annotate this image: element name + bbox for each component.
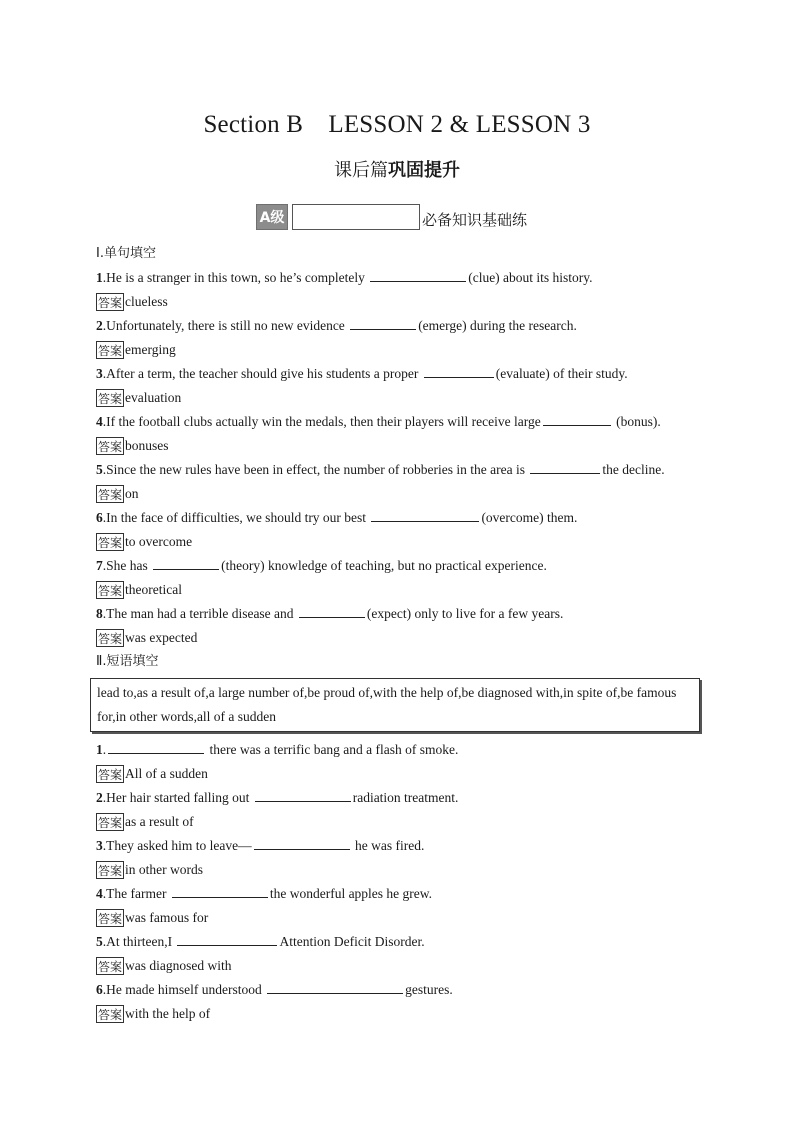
- answer-tag: 答案: [96, 533, 124, 551]
- question-item: [96, 978, 716, 1002]
- answer-row: [96, 578, 716, 602]
- answer-tag: 答案: [96, 957, 124, 975]
- answer-blank[interactable]: [254, 836, 350, 850]
- answer-blank[interactable]: [543, 412, 611, 426]
- answer-row: [96, 954, 716, 978]
- question-item: [96, 834, 716, 858]
- answer-row: [96, 338, 716, 362]
- question-item: [96, 506, 716, 530]
- answer-blank[interactable]: [424, 364, 494, 378]
- answer-text: clueless: [125, 294, 168, 309]
- question-text-after: there was a terrific bang and a flash of smoke.: [206, 742, 459, 757]
- question-item: [96, 458, 716, 482]
- answer-blank[interactable]: [177, 932, 277, 946]
- answer-text: theoretical: [125, 582, 182, 597]
- question-number: 4: [96, 886, 103, 901]
- question-text-before: .He made himself understood: [102, 982, 266, 997]
- part1-heading: Ⅰ.单句填空: [96, 246, 156, 261]
- subtitle-normal: 课后篇: [334, 160, 388, 181]
- question-text-after: (clue) about its history.: [468, 270, 593, 285]
- answer-blank[interactable]: [172, 884, 268, 898]
- question-item: [96, 410, 716, 434]
- question-number: 1: [96, 270, 103, 285]
- answer-text: was famous for: [125, 910, 209, 925]
- question-number: 8: [96, 606, 103, 621]
- question-number: 2: [96, 318, 103, 333]
- answer-text: was expected: [125, 630, 198, 645]
- answer-tag: 答案: [96, 813, 124, 831]
- question-text-after: (theory) knowledge of teaching, but no practical experience.: [221, 558, 547, 573]
- answer-blank[interactable]: [299, 604, 365, 618]
- part2-heading: Ⅱ.短语填空: [96, 654, 159, 669]
- answer-blank[interactable]: [153, 556, 219, 570]
- answer-text: on: [125, 486, 139, 501]
- answer-blank[interactable]: [371, 508, 479, 522]
- question-item: [96, 266, 716, 290]
- answer-blank[interactable]: [350, 316, 416, 330]
- question-text-before: .After a term, the teacher should give his students a proper: [102, 366, 422, 381]
- question-number: 5: [96, 934, 103, 949]
- answer-text: All of a sudden: [125, 766, 208, 781]
- question-text-before: .They asked him to leave—: [102, 838, 252, 853]
- answer-tag: 答案: [96, 909, 124, 927]
- answer-text: with the help of: [125, 1006, 211, 1021]
- answer-row: [96, 386, 716, 410]
- answer-text: as a result of: [125, 814, 194, 829]
- question-item: [96, 738, 716, 762]
- question-number: 5: [96, 462, 103, 477]
- subtitle-bold: 巩固提升: [388, 160, 460, 181]
- answer-blank[interactable]: [370, 268, 466, 282]
- part2-list: [96, 738, 716, 1026]
- question-text-before: .Unfortunately, there is still no new evidence: [102, 318, 349, 333]
- answer-row: [96, 906, 716, 930]
- answer-tag: 答案: [96, 1005, 124, 1023]
- level-badge: A级: [256, 204, 288, 230]
- answer-tag: 答案: [96, 629, 124, 647]
- question-text-before: .Since the new rules have been in effect, the number of robberies in the area is: [102, 462, 529, 477]
- answer-tag: 答案: [96, 485, 124, 503]
- answer-row: [96, 1002, 716, 1026]
- question-number: 2: [96, 790, 103, 805]
- answer-text: was diagnosed with: [125, 958, 232, 973]
- answer-tag: 答案: [96, 293, 124, 311]
- question-text-before: .If the football clubs actually win the medals, then their players will receive large: [102, 414, 541, 429]
- question-number: 1: [96, 742, 103, 757]
- answer-row: [96, 810, 716, 834]
- answer-text: emerging: [125, 342, 176, 357]
- level-label: 必备知识基础练: [422, 211, 528, 229]
- level-empty-box: [292, 204, 420, 230]
- level-header: [256, 200, 527, 230]
- question-item: [96, 930, 716, 954]
- question-item: [96, 554, 716, 578]
- answer-row: [96, 626, 716, 650]
- question-number: 6: [96, 982, 103, 997]
- answer-blank[interactable]: [255, 788, 351, 802]
- answer-tag: 答案: [96, 581, 124, 599]
- question-text-after: he was fired.: [351, 838, 425, 853]
- question-item: [96, 602, 716, 626]
- answer-row: [96, 482, 716, 506]
- question-text-before: .: [102, 742, 107, 757]
- question-text-after: (bonus).: [612, 414, 661, 429]
- answer-blank[interactable]: [108, 740, 204, 754]
- answer-row: [96, 858, 716, 882]
- answer-tag: 答案: [96, 389, 124, 407]
- answer-blank[interactable]: [267, 980, 403, 994]
- question-text-after: radiation treatment.: [352, 790, 459, 805]
- answer-text: evaluation: [125, 390, 182, 405]
- page-title: Section B LESSON 2 & LESSON 3: [203, 111, 591, 138]
- question-item: [96, 362, 716, 386]
- answer-row: [96, 290, 716, 314]
- question-text-before: .In the face of difficulties, we should try our best: [102, 510, 370, 525]
- question-text-after: Attention Deficit Disorder.: [279, 934, 425, 949]
- question-number: 6: [96, 510, 103, 525]
- question-text-before: .The man had a terrible disease and: [102, 606, 297, 621]
- exercise-content: [96, 242, 716, 1026]
- part1-list: [96, 266, 716, 650]
- page-subtitle: [0, 156, 794, 182]
- answer-tag: 答案: [96, 765, 124, 783]
- answer-text: in other words: [125, 862, 204, 877]
- answer-row: [96, 434, 716, 458]
- answer-text: to overcome: [125, 534, 193, 549]
- question-text-after: gestures.: [405, 982, 453, 997]
- question-text-after: the decline.: [602, 462, 665, 477]
- answer-tag: 答案: [96, 437, 124, 455]
- answer-tag: 答案: [96, 341, 124, 359]
- question-number: 4: [96, 414, 103, 429]
- question-text-after: (evaluate) of their study.: [495, 366, 628, 381]
- answer-text: bonuses: [125, 438, 169, 453]
- question-number: 7: [96, 558, 103, 573]
- phrase-bank-box: lead to,as a result of,a large number of,be proud of,with the help of,be diagnosed with,in spite of,be famous for,in other words,all of a sudden: [90, 678, 700, 732]
- question-text-before: .Her hair started falling out: [102, 790, 253, 805]
- answer-row: [96, 530, 716, 554]
- question-text-before: .She has: [102, 558, 152, 573]
- answer-blank[interactable]: [530, 460, 600, 474]
- question-text-after: (expect) only to live for a few years.: [366, 606, 564, 621]
- question-number: 3: [96, 838, 103, 853]
- question-text-after: (emerge) during the research.: [418, 318, 577, 333]
- question-text-before: .He is a stranger in this town, so he’s completely: [102, 270, 369, 285]
- question-item: [96, 882, 716, 906]
- question-text-after: the wonderful apples he grew.: [269, 886, 433, 901]
- question-item: [96, 314, 716, 338]
- answer-row: [96, 762, 716, 786]
- question-text-before: .The farmer: [102, 886, 170, 901]
- question-item: [96, 786, 716, 810]
- question-text-after: (overcome) them.: [481, 510, 578, 525]
- question-text-before: .At thirteen,I: [102, 934, 176, 949]
- answer-tag: 答案: [96, 861, 124, 879]
- question-number: 3: [96, 366, 103, 381]
